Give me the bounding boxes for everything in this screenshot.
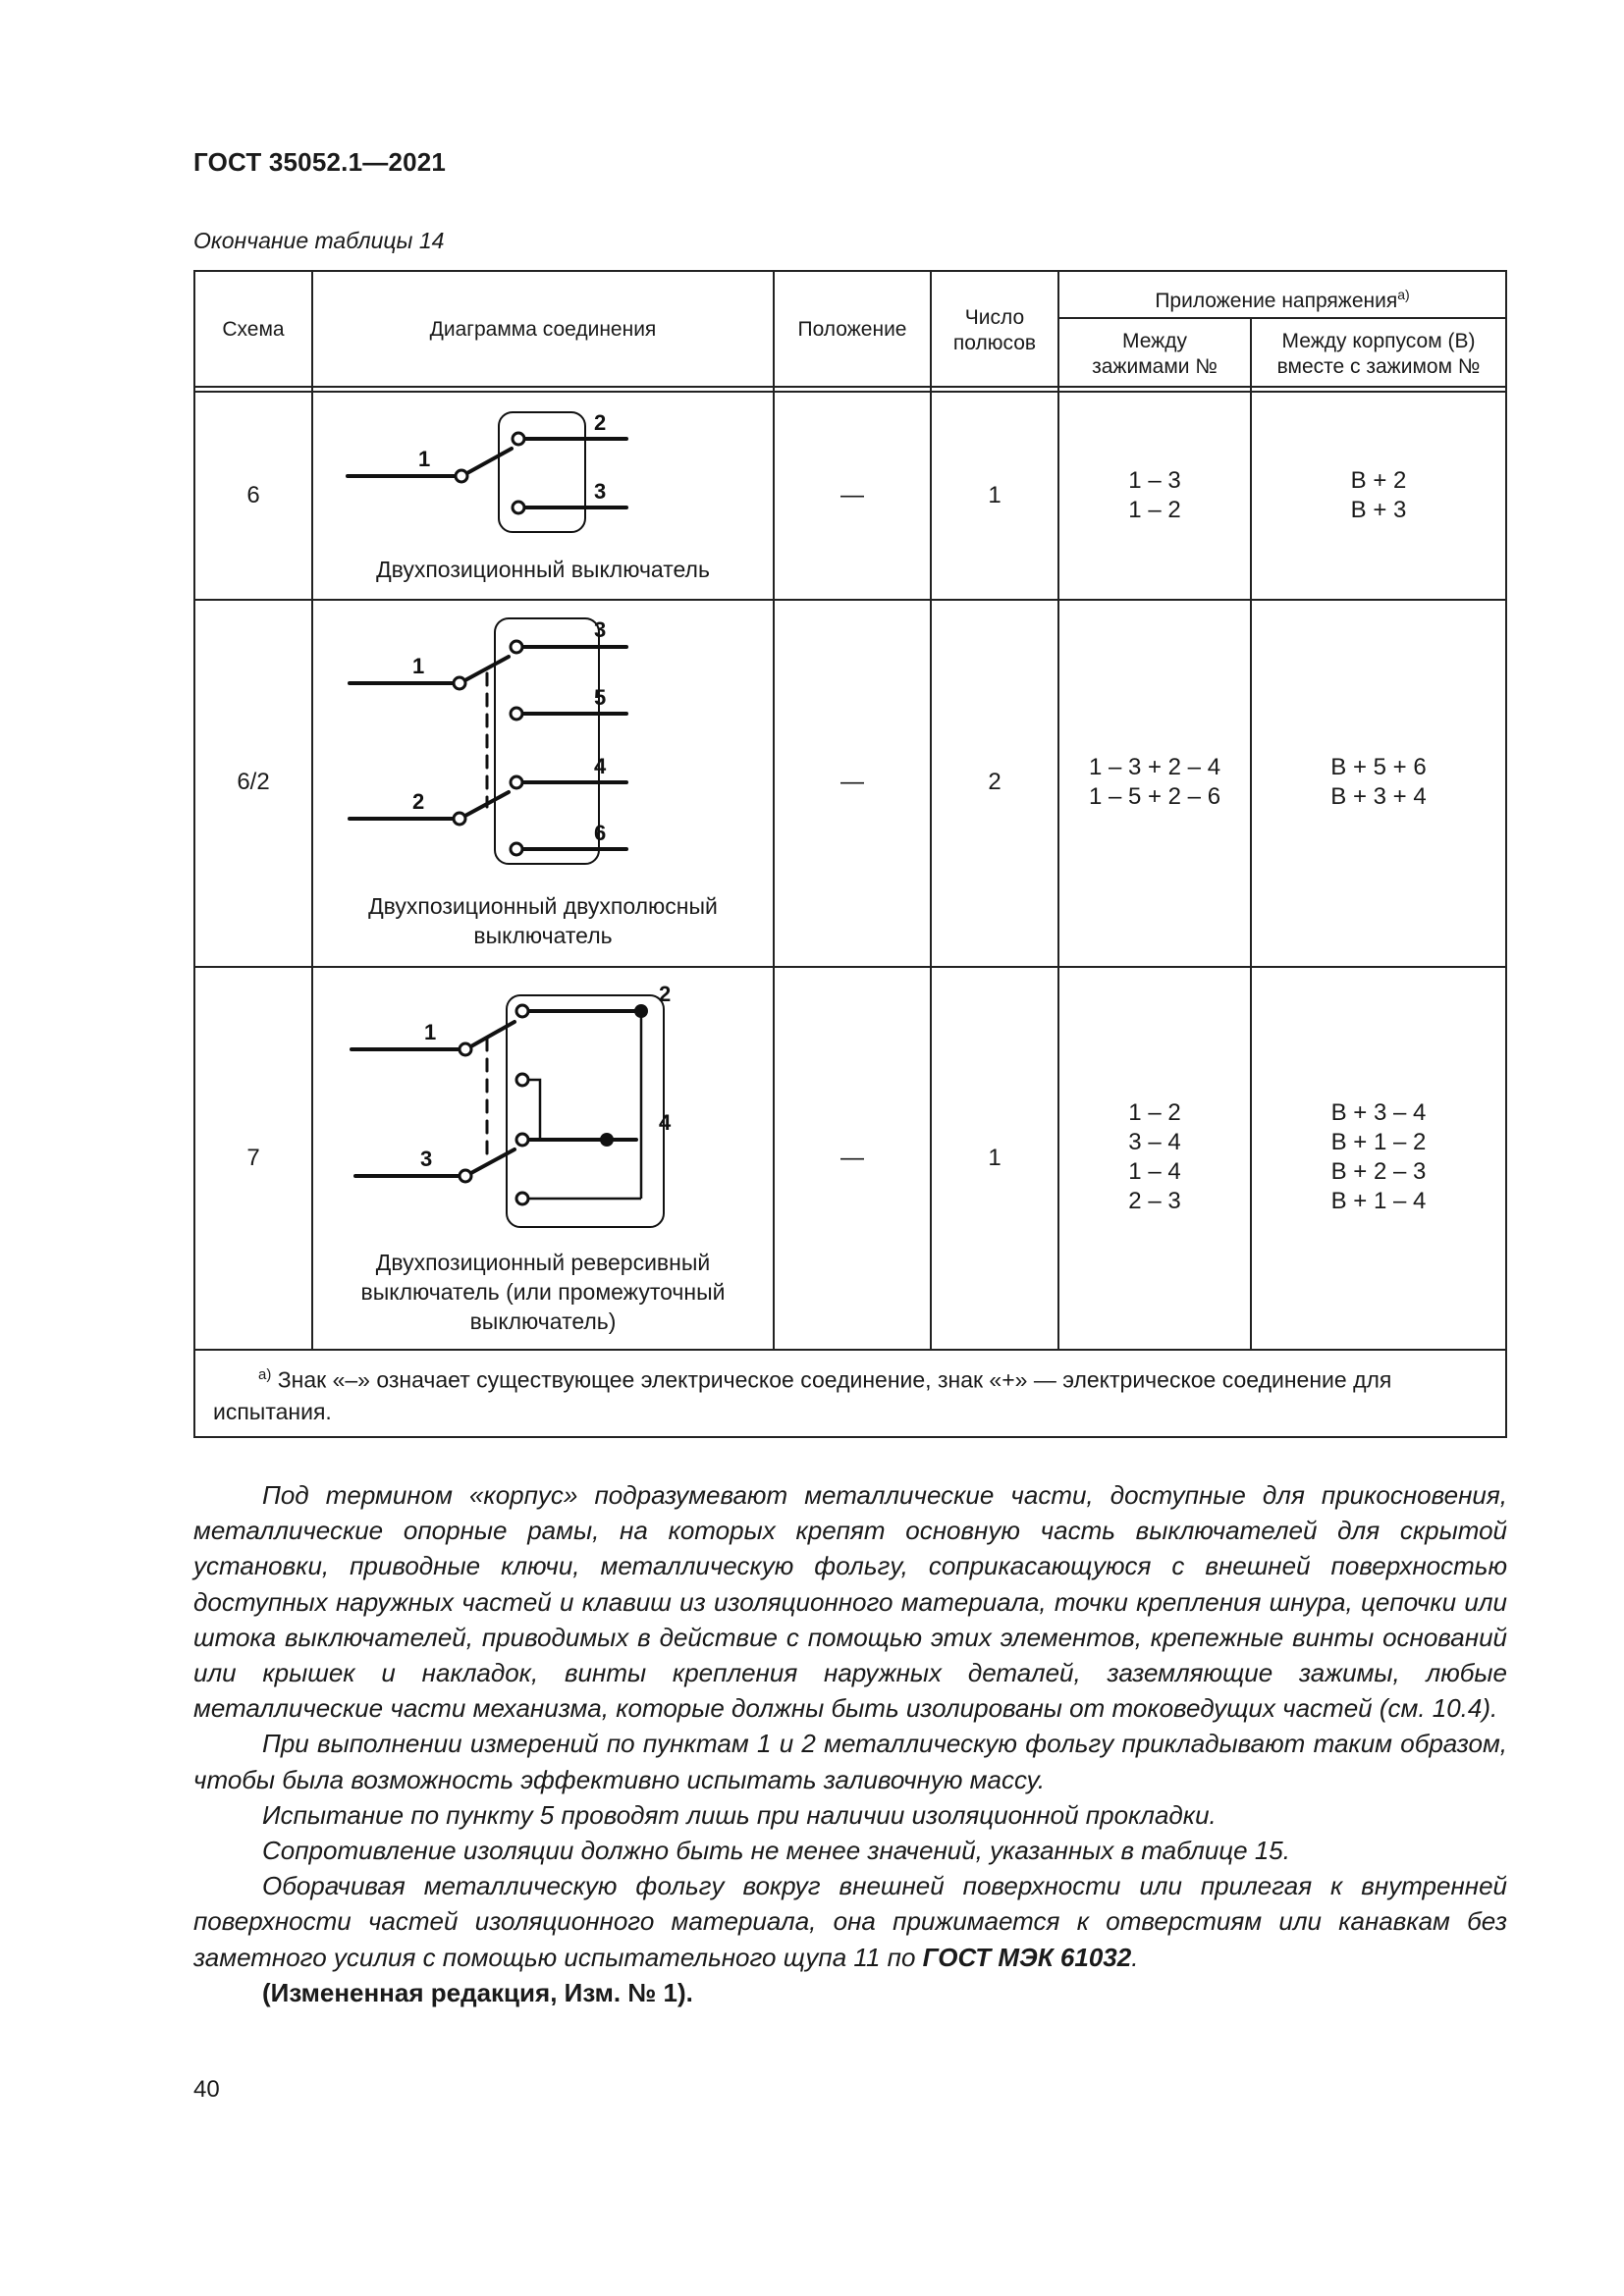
header-voltage-sup: а) bbox=[1397, 287, 1410, 302]
row2-caption-line2: выключатель bbox=[473, 923, 613, 948]
row1-body bbox=[1251, 466, 1506, 525]
row3-position: — bbox=[840, 1145, 864, 1171]
row3-between-1: 1 – 2 bbox=[1128, 1099, 1181, 1126]
paragraph-test-5: Испытание по пункту 5 проводят лишь при наличии изоляционной прокладки. bbox=[262, 1799, 1217, 1830]
terminal-label: 2 bbox=[659, 982, 672, 1006]
diagram-6-2-drawing bbox=[312, 601, 774, 885]
row3-body-1: В + 3 – 4 bbox=[1330, 1099, 1427, 1126]
terminal-label: 1 bbox=[412, 654, 425, 678]
header-between bbox=[1058, 329, 1251, 380]
row2-poles: 2 bbox=[988, 769, 1001, 795]
header-body-line2: вместе с зажимом № bbox=[1276, 355, 1481, 378]
header-diagram: Диаграмма соединения bbox=[429, 318, 657, 341]
header-body-line1: Между корпусом (В) bbox=[1281, 330, 1476, 352]
row2-body-2: В + 3 + 4 bbox=[1330, 783, 1427, 810]
diagram-reversing-switch bbox=[312, 968, 774, 1233]
row2-body-1: В + 5 + 6 bbox=[1330, 754, 1427, 780]
terminal-label: 4 bbox=[659, 1110, 672, 1135]
row2-diagram-caption bbox=[312, 891, 774, 950]
terminal-label: 3 bbox=[594, 617, 607, 642]
row3-between bbox=[1058, 1098, 1251, 1216]
header-between-line1: Между bbox=[1122, 330, 1187, 352]
page-number: 40 bbox=[193, 2076, 220, 2103]
header-poles-line1: Число bbox=[964, 306, 1025, 329]
row1-between-2: 1 – 2 bbox=[1128, 497, 1181, 523]
terminal-label: 1 bbox=[424, 1020, 437, 1044]
row2-body bbox=[1251, 753, 1506, 812]
row3-body bbox=[1251, 1098, 1506, 1216]
header-voltage-label: Приложение напряжения bbox=[1155, 290, 1398, 312]
row3-body-2: В + 1 – 2 bbox=[1330, 1129, 1427, 1155]
row3-caption-line3: выключатель) bbox=[469, 1308, 617, 1334]
row2-scheme: 6/2 bbox=[237, 769, 270, 795]
paragraph-foil-measurement: При выполнении измерений по пунктам 1 и 2 металлическую фольгу прикладывают таким образом, чтобы была возможность эффективно испытать заливочную массу. bbox=[193, 1729, 1507, 1794]
row1-position: — bbox=[840, 482, 864, 508]
row2-position: — bbox=[840, 769, 864, 795]
terminal-label: 2 bbox=[594, 410, 607, 435]
foil-wrapping-end: . bbox=[1131, 1942, 1139, 1972]
row3-caption-line1: Двухпозиционный реверсивный bbox=[375, 1250, 711, 1275]
row1-between-1: 1 – 3 bbox=[1128, 467, 1181, 494]
footnote-mark: а) bbox=[258, 1366, 272, 1383]
footnote-text: Знак «–» означает существующее электрическое соединение, знак «+» — электрическое соединение для испытания. bbox=[213, 1366, 1392, 1424]
row1-body-1: В + 2 bbox=[1350, 467, 1407, 494]
table-14 bbox=[193, 270, 1507, 1438]
header-voltage bbox=[1058, 282, 1506, 314]
row3-caption-line2: выключатель (или промежуточный bbox=[360, 1279, 726, 1305]
paragraph-corpus-definition: Под термином «корпус» подразумевают металлические части, доступные для прикосновения, металлические опорные рамы, на которых крепят основную часть выключателей для скрытой установки, приводные ключи, металлическую фольгу, соприкасающуюся с внешней поверхностью доступных наружных частей и клавиш из изоляционного материала, точки крепления шнура, цепочки или штока выключателей, приводимых в действие с помощью этих элементов, крепежные винты оснований или крышек и накладок, винты крепления наружных деталей, заземляющие зажимы, любые металлические части механизма, которые должны быть изолированы от токоведущих частей (см. 10.4). bbox=[193, 1480, 1507, 1724]
terminal-label: 4 bbox=[594, 754, 607, 778]
header-position: Положение bbox=[797, 318, 907, 341]
terminal-label: 2 bbox=[412, 789, 425, 814]
row2-caption-line1: Двухпозиционный двухполюсный bbox=[368, 893, 718, 919]
table-footnote bbox=[213, 1360, 1489, 1427]
row3-between-4: 2 – 3 bbox=[1128, 1188, 1181, 1214]
header-between-line2: зажимами № bbox=[1092, 355, 1218, 378]
row1-diagram-caption: Двухпозиционный выключатель bbox=[376, 557, 710, 582]
row1-between bbox=[1058, 466, 1251, 525]
row3-body-3: В + 2 – 3 bbox=[1330, 1158, 1427, 1185]
amendment-note: (Измененная редакция, Изм. № 1). bbox=[262, 1977, 693, 2007]
row3-between-3: 1 – 4 bbox=[1128, 1158, 1181, 1185]
body-text bbox=[193, 1477, 1507, 2010]
terminal-label: 1 bbox=[418, 447, 431, 471]
standard-reference: ГОСТ МЭК 61032 bbox=[922, 1942, 1132, 1972]
terminal-label: 5 bbox=[594, 685, 607, 710]
row3-body-4: В + 1 – 4 bbox=[1330, 1188, 1427, 1214]
terminal-label: 3 bbox=[594, 479, 607, 504]
row3-scheme: 7 bbox=[246, 1145, 260, 1171]
row1-scheme: 6 bbox=[246, 482, 260, 508]
table-caption: Окончание таблицы 14 bbox=[193, 228, 445, 253]
row2-between bbox=[1058, 753, 1251, 812]
foil-wrapping-text: Оборачивая металлическую фольгу вокруг внешней поверхности или прилегая к внутренней поверхности частей изоляционного материала, она прижимается к отверстиям или канавкам без заметного усилия с помощью испытательного щупа 11 по bbox=[193, 1871, 1507, 1972]
header-scheme: Схема bbox=[222, 318, 285, 341]
document-header: ГОСТ 35052.1—2021 bbox=[193, 147, 447, 177]
header-poles bbox=[931, 305, 1058, 356]
paragraph-insulation-resistance: Сопротивление изоляции должно быть не менее значений, указанных в таблице 15. bbox=[262, 1836, 1290, 1866]
header-body bbox=[1251, 329, 1506, 380]
row1-poles: 1 bbox=[988, 482, 1001, 508]
terminal-label: 6 bbox=[594, 821, 607, 845]
row2-between-1: 1 – 3 + 2 – 4 bbox=[1088, 754, 1221, 780]
row3-poles: 1 bbox=[988, 1145, 1001, 1171]
terminal-label: 3 bbox=[420, 1147, 433, 1171]
paragraph-foil-wrapping bbox=[193, 1868, 1507, 1975]
row3-between-2: 3 – 4 bbox=[1128, 1129, 1181, 1155]
row1-body-2: В + 3 bbox=[1350, 497, 1407, 523]
header-poles-line2: полюсов bbox=[952, 332, 1037, 354]
row2-between-2: 1 – 5 + 2 – 6 bbox=[1088, 783, 1221, 810]
row3-diagram-caption bbox=[312, 1248, 774, 1336]
